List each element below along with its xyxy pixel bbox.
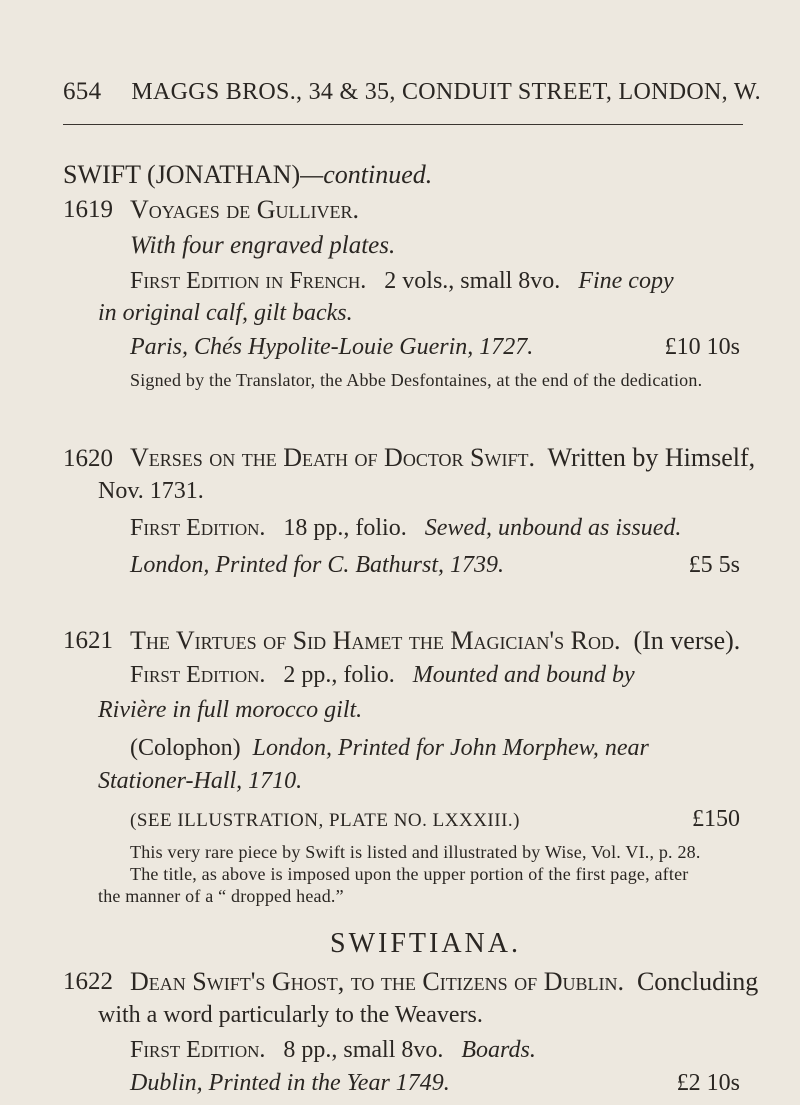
entry-edition-line-1621 bbox=[130, 662, 635, 689]
entry-condition-1620: Sewed, unbound as issued. bbox=[424, 515, 682, 541]
section-title: SWIFTIANA. bbox=[330, 928, 521, 959]
entry-colophon-1621: London, Printed for John Morphew, near bbox=[252, 735, 649, 761]
running-head-text: MAGGS BROS., 34 & 35, CONDUIT STREET, LONDON, W. bbox=[131, 79, 761, 105]
entry-title-note-1621: (In verse). bbox=[633, 626, 741, 655]
entry-format-1622: 8 pp., small 8vo. bbox=[283, 1037, 444, 1063]
entry-title-line-1622 bbox=[130, 967, 758, 997]
entry-price-1619: £10 10s bbox=[664, 334, 740, 360]
entry-number-1622: 1622 bbox=[63, 968, 113, 995]
entry-edition-line-1622 bbox=[130, 1037, 536, 1064]
entry-condition-cont-1619: in original calf, gilt backs. bbox=[98, 300, 353, 326]
entry-title-1621: The Virtues of Sid Hamet the Magician's Rod. bbox=[130, 626, 621, 655]
entry-edition-line-1620 bbox=[130, 515, 681, 542]
entry-number-1619: 1619 bbox=[63, 196, 113, 223]
entry-edition-1622: First Edition. bbox=[130, 1037, 266, 1063]
entry-edition-line-1619 bbox=[130, 268, 674, 295]
header-rule bbox=[63, 124, 743, 125]
entry-colophon-label-1621: (Colophon) bbox=[130, 735, 241, 761]
entry-price-1620: £5 5s bbox=[688, 552, 740, 578]
entry-imprint-1622: Dublin, Printed in the Year 1749. bbox=[130, 1070, 450, 1096]
continued-label: —continued. bbox=[300, 160, 433, 189]
entry-number-1620: 1620 bbox=[63, 445, 113, 472]
entry-note-1-1621: This very rare piece by Swift is listed and illustrated by Wise, Vol. VI., p. 28. bbox=[130, 842, 701, 862]
entry-note-3-1621: the manner of a “ dropped head.” bbox=[98, 886, 344, 906]
entry-colophon-line-1621 bbox=[130, 735, 649, 762]
entry-edition-1621: First Edition. bbox=[130, 662, 266, 688]
entry-note-2-1621: The title, as above is imposed upon the upper portion of the first page, after bbox=[130, 864, 689, 884]
entry-title-1619: Voyages de Gulliver. bbox=[130, 195, 360, 224]
running-header bbox=[63, 78, 761, 106]
page-number: 654 bbox=[63, 78, 102, 105]
entry-edition-1620: First Edition. bbox=[130, 515, 266, 541]
entry-condition-1622: Boards. bbox=[461, 1037, 536, 1063]
entry-edition-1619: First Edition in French. bbox=[130, 268, 367, 294]
entry-subtitle-1619: With four engraved plates. bbox=[130, 232, 396, 259]
entry-title-1622: Dean Swift's Ghost, to the Citizens of Dublin. bbox=[130, 967, 624, 996]
entry-title-1620: Verses on the Death of Doctor Swift. bbox=[130, 443, 535, 472]
entry-price-1622: £2 10s bbox=[676, 1070, 740, 1096]
entry-illustration-1621: (SEE ILLUSTRATION, PLATE NO. LXXXIII.) bbox=[130, 810, 520, 831]
entry-title-cont2-1622: with a word particularly to the Weavers. bbox=[98, 1002, 483, 1028]
entry-condition-1619: Fine copy bbox=[578, 268, 674, 294]
entry-colophon-cont-1621: Stationer-Hall, 1710. bbox=[98, 768, 303, 794]
entry-number-1621: 1621 bbox=[63, 627, 113, 654]
entry-format-1619: 2 vols., small 8vo. bbox=[384, 268, 561, 294]
entry-condition-cont-1621: Rivière in full morocco gilt. bbox=[98, 697, 363, 723]
entry-imprint-1619: Paris, Chés Hypolite-Louie Guerin, 1727. bbox=[130, 334, 534, 360]
entry-title-line-1621 bbox=[130, 626, 740, 656]
entry-format-1621: 2 pp., folio. bbox=[283, 662, 395, 688]
author-name: SWIFT (JONATHAN) bbox=[63, 160, 301, 189]
entry-format-1620: 18 pp., folio. bbox=[283, 515, 407, 541]
entry-imprint-1620: London, Printed for C. Bathurst, 1739. bbox=[130, 552, 505, 578]
entry-condition-1621: Mounted and bound by bbox=[412, 662, 635, 688]
author-heading bbox=[63, 160, 432, 190]
entry-note-1619: Signed by the Translator, the Abbe Desfontaines, at the end of the dedication. bbox=[130, 370, 703, 390]
entry-title-line-1620 bbox=[130, 443, 755, 473]
entry-price-1621: £150 bbox=[692, 806, 740, 832]
entry-date-1620: Nov. 1731. bbox=[98, 478, 204, 504]
entry-title-cont-1620: Written by Himself, bbox=[547, 443, 756, 472]
entry-title-cont-1622: Concluding bbox=[636, 967, 759, 996]
